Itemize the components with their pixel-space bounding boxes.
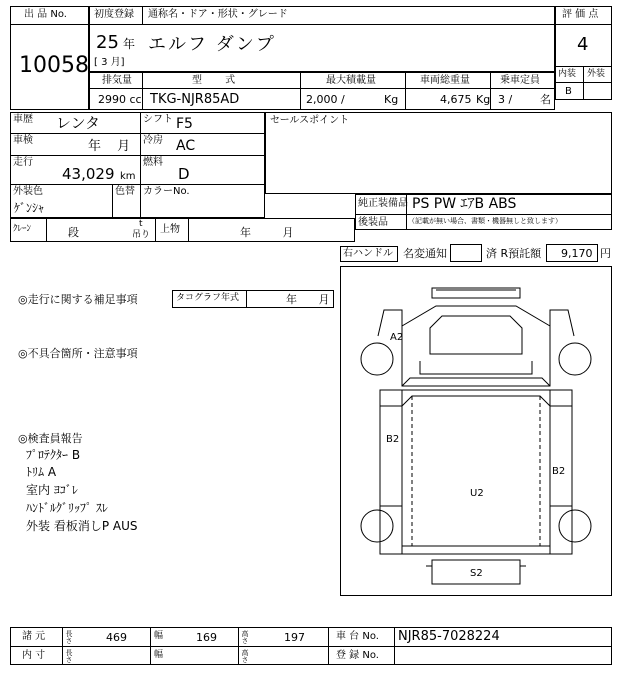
gross: 4,675 <box>440 93 472 106</box>
crane-stage: 段 <box>68 226 79 239</box>
interior-grade: B <box>565 86 572 97</box>
upper-date: 年 月 <box>240 226 294 239</box>
height-label: 高さ <box>241 630 249 644</box>
equipment: PS PW ｴｱB ABS <box>412 196 517 212</box>
chassis: NJR85-7028224 <box>398 629 500 644</box>
displacement: 2990 cc <box>98 93 142 106</box>
gross-label: 車両総重量 <box>420 75 470 86</box>
max-load-unit: Kg <box>384 93 399 106</box>
shift: F5 <box>176 116 193 132</box>
driving-notes-label: ◎走行に関する補足事項 <box>18 293 138 306</box>
car-name-label: 通称名・ドア・形状・グレード <box>148 9 288 20</box>
inspection-label: 車検 <box>13 135 33 146</box>
upper-label: 上物 <box>160 224 180 235</box>
width: 169 <box>196 631 217 644</box>
equipment-label: 純正装備品 <box>358 198 408 209</box>
crane-row <box>10 218 355 242</box>
chassis-label: 車 台 No. <box>336 631 379 642</box>
color-no-label: カラーNo. <box>143 186 190 197</box>
inner-height-label: 高さ <box>241 649 249 663</box>
capacity: 3 / <box>498 93 513 106</box>
color-change-label: 色替 <box>115 186 135 197</box>
damage-mark: B2 <box>552 466 566 477</box>
capacity-unit: 名 <box>540 93 551 106</box>
name-change-label: 名変通知 <box>403 247 447 260</box>
capacity-label: 乗車定員 <box>500 75 540 86</box>
defects-label: ◎不具合箇所・注意事項 <box>18 347 138 360</box>
mileage-label: 走行 <box>13 157 33 168</box>
fuel-label: 燃料 <box>143 157 163 168</box>
damage-mark: S2 <box>470 568 483 579</box>
inspection: 年 月 <box>88 139 131 154</box>
interior-label: 内装 <box>558 69 577 79</box>
rear-left-wheel <box>361 510 393 542</box>
max-load-label: 最大積載量 <box>326 75 376 86</box>
right-mirror <box>550 310 574 336</box>
lot-no: 10058 <box>19 53 89 78</box>
inner-width-label: 幅 <box>154 650 164 660</box>
reg-year-unit: 年 <box>123 37 136 51</box>
name-change-box <box>450 244 482 262</box>
width-label: 幅 <box>154 631 164 641</box>
right-hand: 右ハンドル <box>343 248 393 259</box>
reg-no-label: 登 録 No. <box>336 650 379 661</box>
recycle-label: 済 R預託額 <box>486 247 542 260</box>
lot-no-label: 出 品 No. <box>24 9 67 20</box>
rear-right-wheel <box>559 510 591 542</box>
inner-length-label: 長さ <box>65 649 73 663</box>
mileage: 43,029 <box>62 165 115 183</box>
left-side-panel <box>380 390 402 554</box>
crane-label: ｸﾚｰﾝ <box>13 224 32 234</box>
reg-month: [ 3 月] <box>94 57 125 68</box>
history-label: 車歴 <box>13 114 33 125</box>
report-line: ﾊﾝﾄﾞﾙｸﾞﾘｯﾌﾟ ｽﾚ <box>26 501 108 515</box>
details-left <box>10 112 265 218</box>
tacho-value: 年 月 <box>286 293 330 306</box>
reg-year: 25 <box>96 32 119 53</box>
car-name: エルフ ダンプ <box>148 34 276 55</box>
model-label: 型 式 <box>192 75 246 86</box>
truck-diagram <box>340 266 612 596</box>
fuel: D <box>178 165 190 183</box>
displacement-label: 排気量 <box>102 75 132 86</box>
report-line: ﾌﾟﾛﾃｸﾀｰ B <box>26 448 81 462</box>
inspector-label: ◎検査員報告 <box>18 432 83 445</box>
inner-label: 内 寸 <box>22 650 46 661</box>
windshield <box>430 316 522 354</box>
selling-points-label: セールスポイント <box>270 115 350 126</box>
crane-ton: t <box>139 219 143 229</box>
aftermarket-label: 後装品 <box>358 217 388 228</box>
exterior-label: 外装 <box>587 69 606 79</box>
bed-outline <box>402 390 550 554</box>
report-line: 室内 ﾖｺﾞﾚ <box>26 483 78 497</box>
gross-unit: Kg <box>476 93 491 106</box>
front-right-wheel <box>559 343 591 375</box>
damage-mark: B2 <box>386 434 400 445</box>
max-load: 2,000 / <box>306 93 345 106</box>
exterior-color: ｹﾞﾝｼｬ <box>14 201 45 215</box>
height: 197 <box>284 631 305 644</box>
history: レンタ <box>56 114 101 132</box>
front-left-wheel <box>361 343 393 375</box>
aftermarket-note: （記載が無い場合、書類・機器無しと致します） <box>408 217 562 225</box>
score-label: 評 価 点 <box>562 9 599 20</box>
exterior-color-label: 外装色 <box>13 186 43 197</box>
recycle-amount: 9,170 <box>561 247 593 260</box>
tacho-label: タコグラフ年式 <box>176 293 240 303</box>
damage-mark: A2 <box>390 332 404 343</box>
report-line: 外装 看板消しP AUS <box>26 519 138 533</box>
model: TKG-NJR85AD <box>150 92 240 107</box>
ac-label: 冷房 <box>143 135 163 146</box>
mileage-unit: km <box>120 171 136 182</box>
length-label: 長さ <box>65 630 73 644</box>
crane-hook: 吊り <box>132 230 151 240</box>
shift-label: シフト <box>143 114 173 125</box>
length: 469 <box>106 631 127 644</box>
ac: AC <box>176 138 196 154</box>
first-reg-label: 初度登録 <box>94 9 134 20</box>
spec-label: 諸 元 <box>22 631 46 642</box>
score: 4 <box>577 34 589 55</box>
report-line: ﾄﾘﾑ A <box>26 465 57 479</box>
damage-mark: U2 <box>470 488 484 499</box>
recycle-unit: 円 <box>600 247 611 260</box>
